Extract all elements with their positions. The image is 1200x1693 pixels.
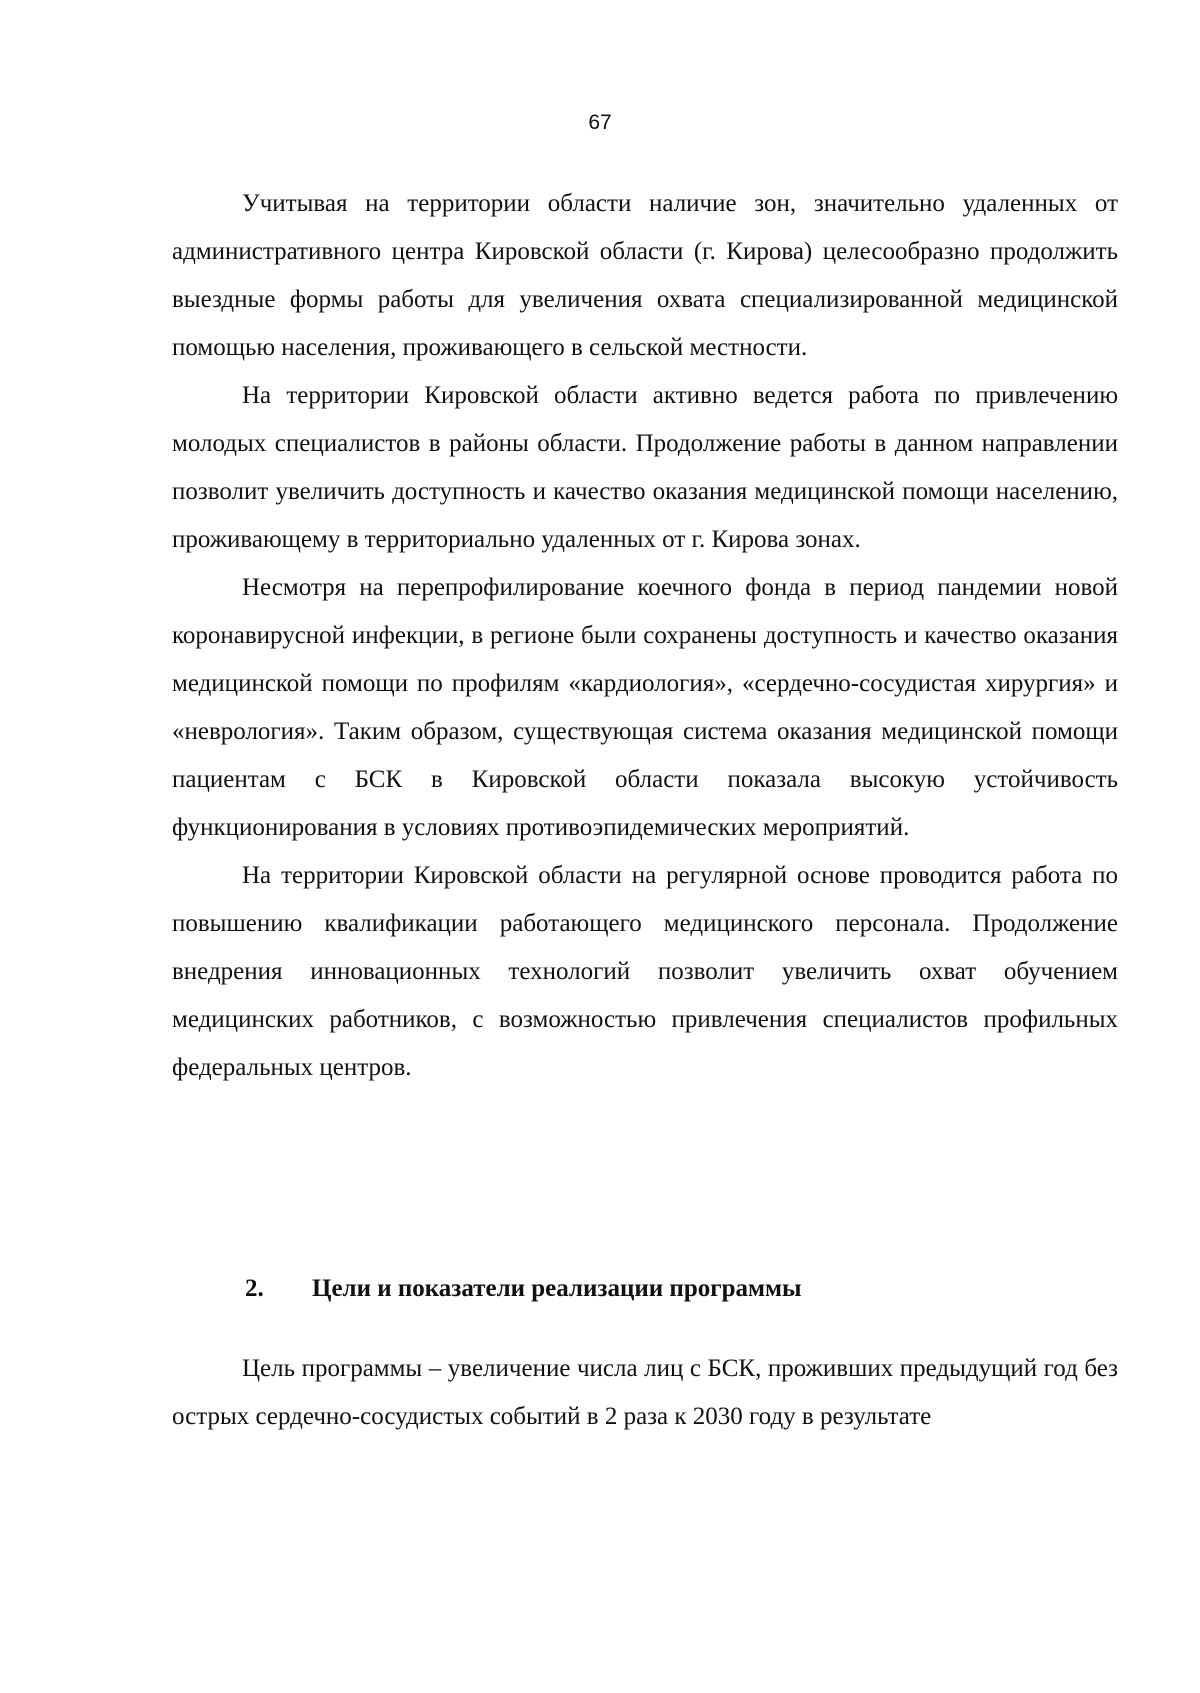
section-number: 2. — [245, 1275, 264, 1302]
paragraph-pandemic: Несмотря на перепрофилирование коечного фонда в период пандемии новой коронавирусной инфекции, в регионе были сохранены доступность и качество оказания медицинской помощи по профилям «кардиология», «сердечно-сосудистая хирургия» и «неврология». Таким образом, существующая система оказания медицинской помощи пациентам с БСК в Кировской области показала высокую устойчивость функционирования в условиях противоэпидемических мероприятий. — [172, 574, 1118, 841]
page-number: 67 — [588, 111, 612, 134]
goal-text — [172, 1345, 1118, 1441]
paragraph-young-specialists: На территории Кировской области активно ведется работа по привлечению молодых специалистов в районы области. Продолжение работы в данном направлении позволит увеличить доступность и качество оказания медицинской помощи населению, проживающему в территориально удаленных от г. Кирова зонах. — [172, 382, 1118, 553]
paragraph-remote-zones: Учитывая на территории области наличие зон, значительно удаленных от административного центра Кировской области (г. Кирова) целесообразно продолжить выездные формы работы для увеличения охвата специализированной медицинской помощью населения, проживающего в сельской местности. — [172, 190, 1118, 361]
body-text — [172, 180, 1118, 1092]
paragraph-program-goal: Цель программы – увеличение числа лиц с БСК, проживших предыдущий год без острых сердечно-сосудистых событий в 2 раза к 2030 году в результате — [172, 1355, 1118, 1430]
section-heading — [245, 1273, 802, 1305]
section-title: Цели и показатели реализации программы — [312, 1275, 802, 1302]
paragraph-qualification: На территории Кировской области на регулярной основе проводится работа по повышению квалификации работающего медицинского персонала. Продолжение внедрения инновационных технологий позволит увеличить охват обучением медицинских работников, с возможностью привлечения специалистов профильных федеральных центров. — [172, 862, 1118, 1081]
